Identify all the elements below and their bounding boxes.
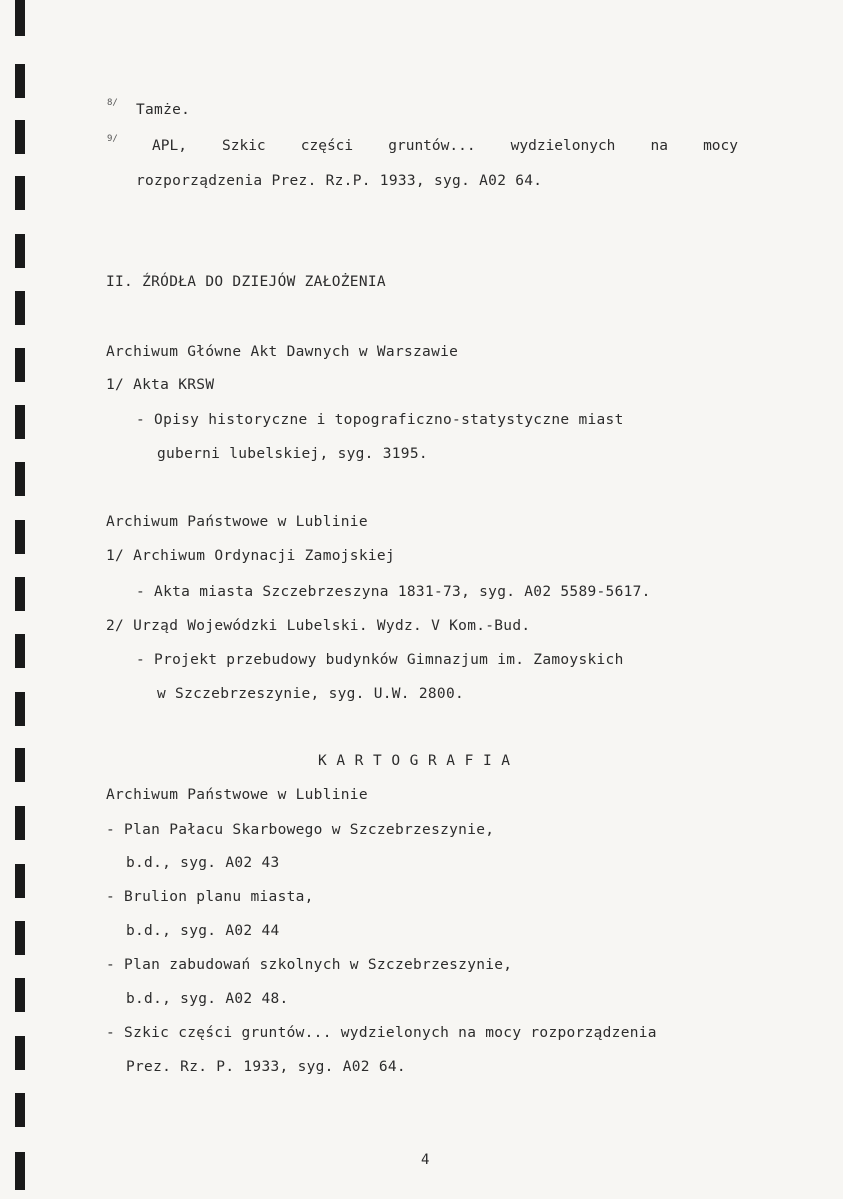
binding-hole <box>15 0 25 36</box>
kartografia-entry-2-line1: - Brulion planu miasta, <box>106 889 314 905</box>
kartografia-entry-2-line2: b.d., syg. A02 44 <box>126 923 280 939</box>
kartografia-entry-4-line1: - Szkic części gruntów... wydzielonych na mocy rozporządzenia <box>106 1025 657 1041</box>
binding-hole <box>15 1036 25 1070</box>
section-heading: II. ŹRÓDŁA DO DZIEJÓW ZAŁOŻENIA <box>106 274 386 290</box>
footnote-8-marker: 8/ <box>107 98 118 108</box>
agad-item-1: 1/ Akta KRSW <box>106 377 215 393</box>
binding-hole <box>15 748 25 782</box>
kartografia-entry-1-line1: - Plan Pałacu Skarbowego w Szczebrzeszynie, <box>106 822 495 838</box>
archive-title-apl: Archiwum Państwowe w Lublinie <box>106 514 368 530</box>
footnote-9-word: gruntów... <box>388 138 476 154</box>
footnote-9-marker: 9/ <box>107 134 118 144</box>
kartografia-archive-title: Archiwum Państwowe w Lublinie <box>106 787 368 803</box>
binding-hole <box>15 291 25 325</box>
footnote-9-word: mocy <box>703 138 738 154</box>
binding-hole <box>15 921 25 955</box>
binding-holes <box>15 0 29 1199</box>
binding-hole <box>15 864 25 898</box>
apl-item-1-sub: - Akta miasta Szczebrzeszyna 1831-73, syg. A02 5589-5617. <box>136 584 651 600</box>
footnote-9-word: wydzielonych <box>510 138 616 154</box>
kartografia-entry-3-line2: b.d., syg. A02 48. <box>126 991 289 1007</box>
apl-item-1: 1/ Archiwum Ordynacji Zamojskiej <box>106 548 395 564</box>
footnote-9-line2: rozporządzenia Prez. Rz.P. 1933, syg. A02 64. <box>136 173 543 189</box>
apl-item-2-sub-line1: - Projekt przebudowy budynków Gimnazjum im. Zamoyskich <box>136 652 624 668</box>
kartografia-entry-3-line1: - Plan zabudowań szkolnych w Szczebrzeszynie, <box>106 957 513 973</box>
apl-item-2: 2/ Urząd Wojewódzki Lubelski. Wydz. V Kom.-Bud. <box>106 618 531 634</box>
binding-hole <box>15 1152 25 1190</box>
binding-hole <box>15 234 25 268</box>
page-number: 4 <box>421 1152 430 1168</box>
binding-hole <box>15 634 25 668</box>
footnote-9-word: części <box>300 138 354 154</box>
binding-hole <box>15 348 25 382</box>
binding-hole <box>15 978 25 1012</box>
binding-hole <box>15 692 25 726</box>
footnote-8-text: Tamże. <box>136 102 191 118</box>
agad-item-1-sub-line2: guberni lubelskiej, syg. 3195. <box>157 446 428 462</box>
footnote-9-word: na <box>650 138 668 154</box>
binding-hole <box>15 120 25 154</box>
archive-title-agad: Archiwum Główne Akt Dawnych w Warszawie <box>106 344 459 360</box>
agad-item-1-sub-line1: - Opisy historyczne i topograficzno-statystyczne miast <box>136 412 624 428</box>
binding-hole <box>15 520 25 554</box>
kartografia-heading: KARTOGRAFIA <box>318 753 520 769</box>
binding-hole <box>15 64 25 98</box>
binding-hole <box>15 405 25 439</box>
apl-item-2-sub-line2: w Szczebrzeszynie, syg. U.W. 2800. <box>157 686 465 702</box>
kartografia-entry-4-line2: Prez. Rz. P. 1933, syg. A02 64. <box>126 1059 406 1075</box>
kartografia-entry-1-line2: b.d., syg. A02 43 <box>126 855 280 871</box>
footnote-9-line1 <box>152 137 738 155</box>
binding-hole <box>15 1093 25 1127</box>
binding-hole <box>15 806 25 840</box>
binding-hole <box>15 176 25 210</box>
binding-hole <box>15 577 25 611</box>
binding-hole <box>15 462 25 496</box>
footnote-9-word: Szkic <box>222 138 266 154</box>
footnote-9-word: APL, <box>152 138 187 154</box>
